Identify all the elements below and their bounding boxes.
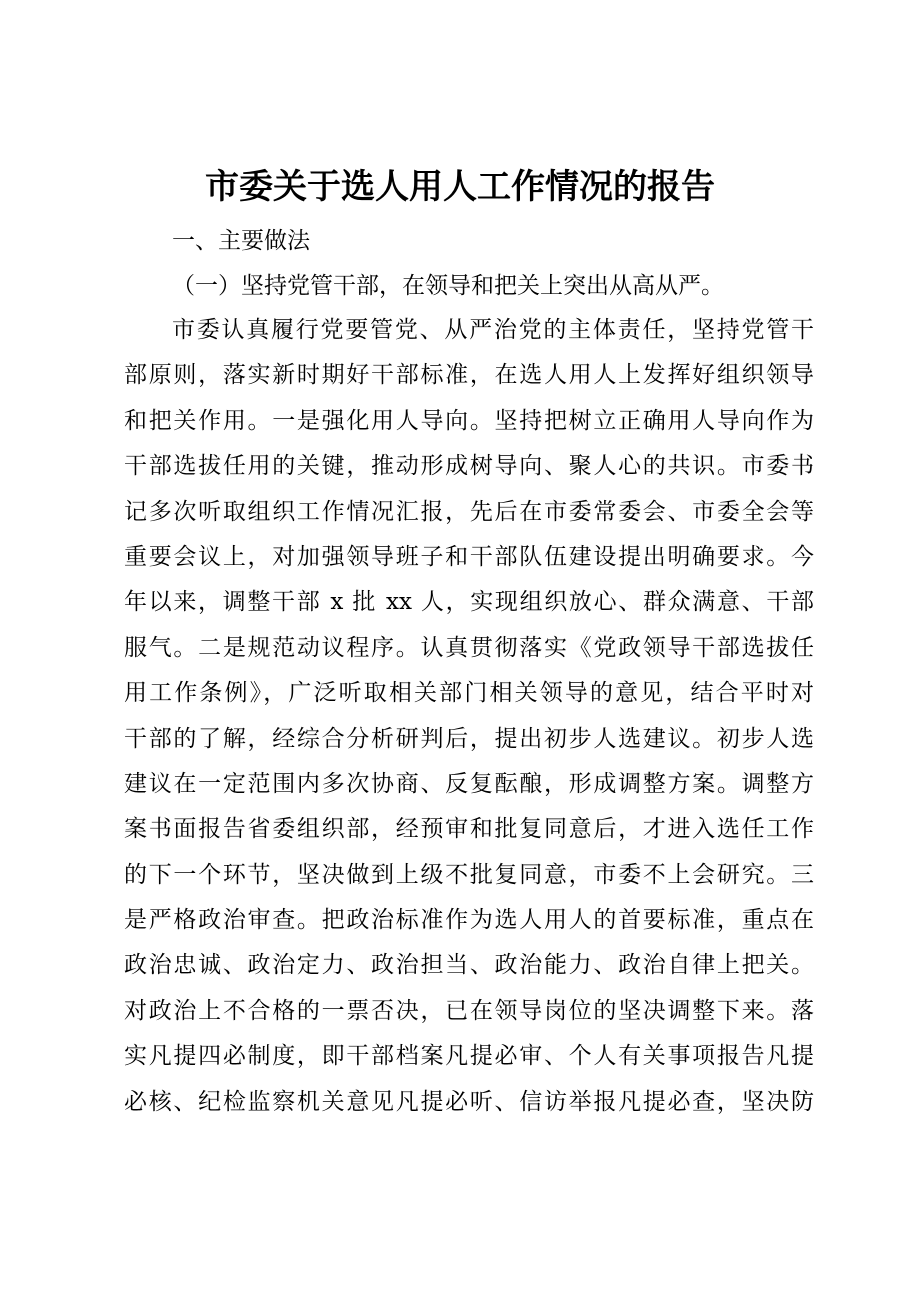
- paragraph-line: 部原则，落实新时期好干部标准，在选人用人上发挥好组织领导: [124, 362, 814, 389]
- paragraph-line: 用工作条例》，广泛听取相关部门相关领导的意见，结合平时对: [124, 680, 814, 707]
- paragraph-line: 重要会议上，对加强领导班子和干部队伍建设提出明确要求。今: [124, 543, 814, 570]
- subsection-heading: （一）坚持党管干部，在领导和把关上突出从高从严。: [172, 273, 724, 299]
- paragraph-line: 政治忠诚、政治定力、政治担当、政治能力、政治自律上把关。: [124, 952, 814, 979]
- paragraph-line: 干部选拔任用的关键，推动形成树导向、聚人心的共识。市委书: [124, 453, 814, 480]
- paragraph-line: 的下一个环节，坚决做到上级不批复同意，市委不上会研究。三: [124, 861, 814, 888]
- paragraph-line: 必核、纪检监察机关意见凡提必听、信访举报凡提必查，坚决防: [124, 1088, 814, 1115]
- paragraph-line: 市委认真履行党要管党、从严治党的主体责任，坚持党管干: [172, 317, 814, 343]
- paragraph-line: 记多次听取组织工作情况汇报，先后在市委常委会、市委全会等: [124, 498, 814, 525]
- paragraph-line: 服气。二是规范动议程序。认真贯彻落实《党政领导干部选拔任: [124, 634, 814, 661]
- paragraph-line: 年以来，调整干部 x 批 xx 人，实现组织放心、群众满意、干部: [124, 589, 814, 616]
- paragraph-line: 案书面报告省委组织部，经预审和批复同意后，才进入选任工作: [124, 816, 814, 843]
- paragraph-line: 实凡提四必制度，即干部档案凡提必审、个人有关事项报告凡提: [124, 1043, 814, 1070]
- paragraph-line: 建议在一定范围内多次协商、反复酝酿，形成调整方案。调整方: [124, 770, 814, 797]
- paragraph-line: 是严格政治审查。把政治标准作为选人用人的首要标准，重点在: [124, 907, 814, 934]
- paragraph-line: 对政治上不合格的一票否决，已在领导岗位的坚决调整下来。落: [124, 997, 814, 1024]
- body-paragraph: [124, 313, 814, 1130]
- section-heading: 一、主要做法: [172, 228, 310, 254]
- paragraph-line: 和把关作用。一是强化用人导向。坚持把树立正确用人导向作为: [124, 407, 814, 434]
- paragraph-line: 干部的了解，经综合分析研判后，提出初步人选建议。初步人选: [124, 725, 814, 752]
- document-title: 市委关于选人用人工作情况的报告: [205, 167, 715, 207]
